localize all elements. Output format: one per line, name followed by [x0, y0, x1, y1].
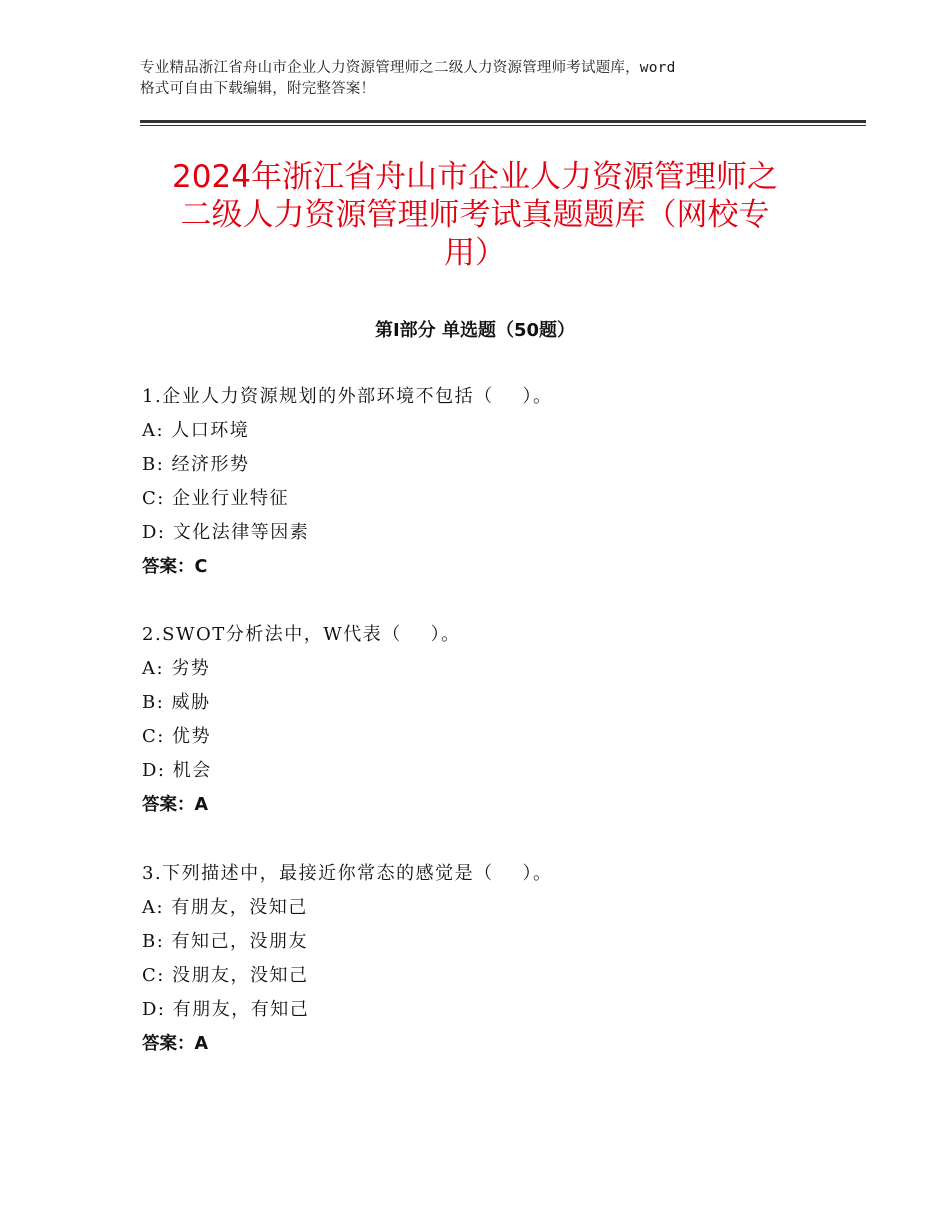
option-a: A: 有朋友，没知己: [142, 897, 308, 918]
option-d: D: 有朋友，有知己: [142, 999, 310, 1020]
answer-value: C: [194, 557, 208, 577]
option-d: D: 机会: [142, 760, 212, 781]
section-heading: 第Ⅰ部分 单选题（50题）: [374, 320, 575, 341]
answer-line: [142, 550, 842, 584]
header-divider-thick: [140, 120, 866, 123]
option-c: C: 优势: [142, 726, 212, 747]
option-a: A: 劣势: [142, 658, 211, 679]
question-2: [142, 618, 842, 822]
document-title: [140, 158, 810, 272]
document-title-line-2: 二级人力资源管理师考试真题题库（网校专: [180, 197, 770, 233]
answer-value: A: [194, 795, 209, 815]
option-c: C: 没朋友，没知己: [142, 965, 309, 986]
document-title-line-1: 2024年浙江省舟山市企业人力资源管理师之: [172, 159, 778, 195]
option-b: B: 威胁: [142, 692, 211, 713]
answer-label: 答案：: [142, 557, 195, 577]
option-b: B: 有知己，没朋友: [142, 931, 309, 952]
answer-label: 答案：: [142, 1034, 195, 1054]
option-c: C: 企业行业特征: [142, 488, 290, 509]
option-b: B: 经济形势: [142, 454, 250, 475]
header-note: [140, 58, 830, 100]
header-note-line-2: 格式可自由下载编辑，附完整答案！: [140, 81, 376, 97]
question-stem: 2.SWOT分析法中，W代表（ ）。: [142, 624, 461, 645]
answer-line: [142, 788, 842, 822]
header-note-line-1: 专业精品浙江省舟山市企业人力资源管理师之二级人力资源管理师考试题库，word: [140, 60, 676, 76]
question-stem: 3.下列描述中，最接近你常态的感觉是（ ）。: [142, 863, 553, 884]
answer-label: 答案：: [142, 795, 195, 815]
question-stem: 1.企业人力资源规划的外部环境不包括（ ）。: [142, 386, 553, 407]
option-a: A: 人口环境: [142, 420, 250, 441]
question-1: [142, 380, 842, 584]
header-divider-thin: [140, 125, 866, 126]
option-d: D: 文化法律等因素: [142, 522, 310, 543]
question-3: [142, 857, 842, 1061]
document-title-line-3: 用）: [444, 235, 506, 271]
answer-line: [142, 1027, 842, 1061]
answer-value: A: [194, 1034, 209, 1054]
